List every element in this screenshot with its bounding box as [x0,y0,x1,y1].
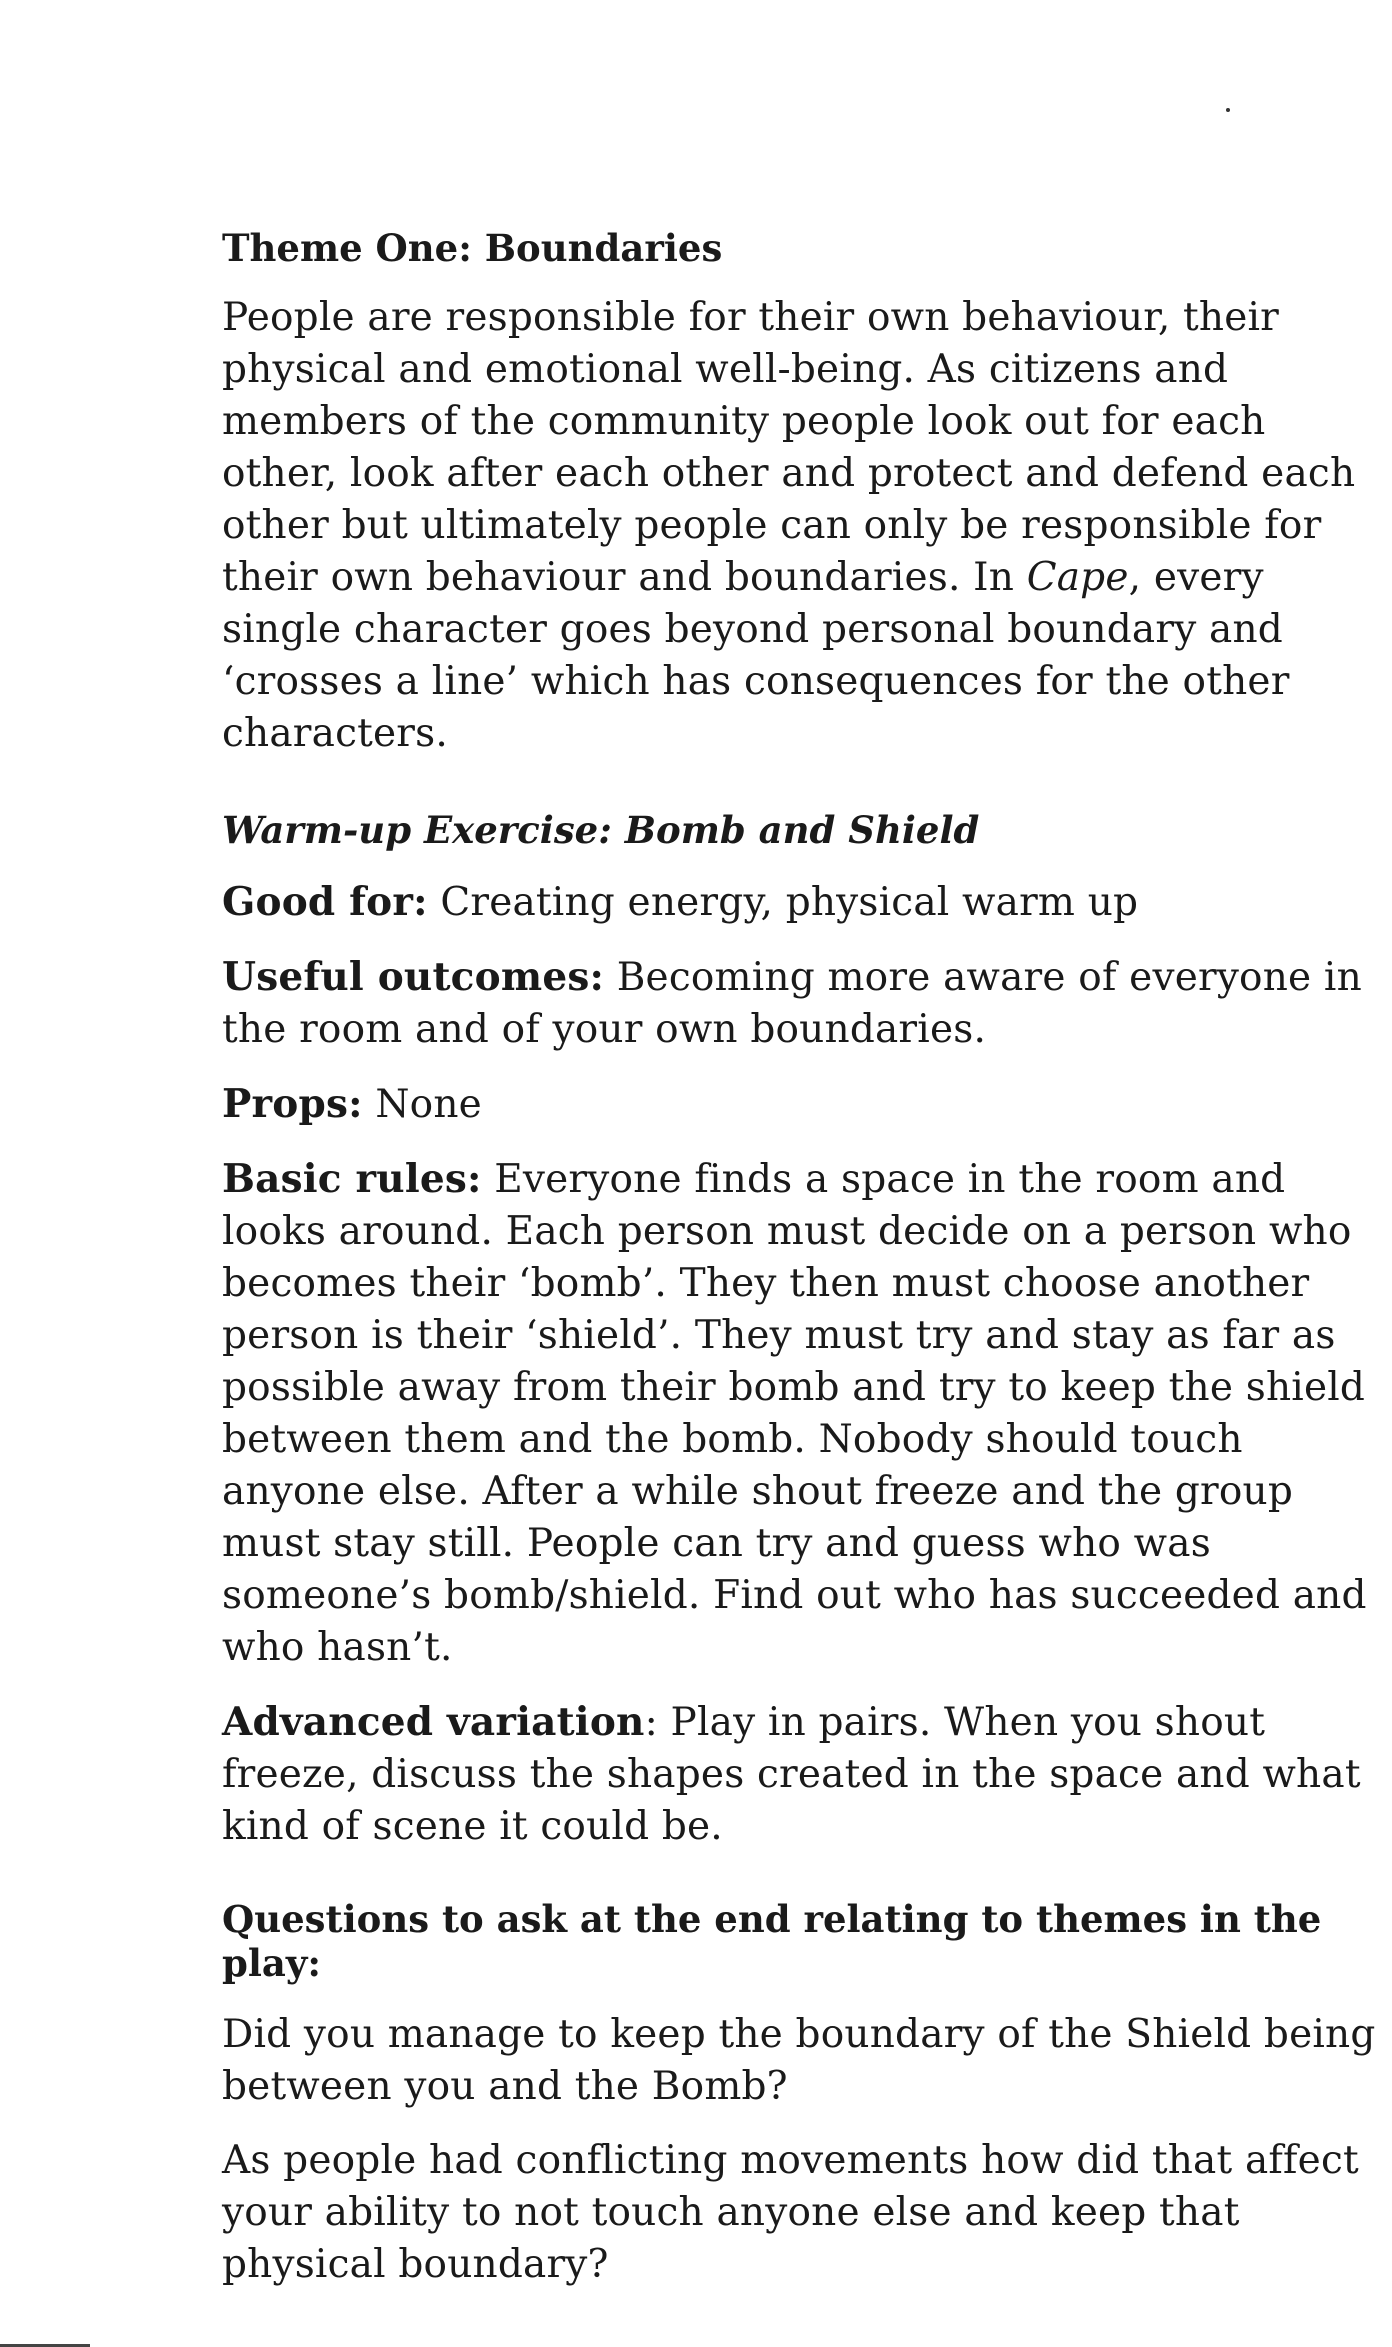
questions-heading: Questions to ask at the end relating to themes in the play: [222,1897,1322,1986]
useful-outcomes-text: Becoming more aware of everyone in the room and of your own boundaries. [222,955,1362,1053]
advanced-variation-text: : Play in pairs. When you shout freeze, discuss the shapes created in the space and what kind of scene it could be. [222,1700,1361,1850]
props-paragraph [222,1078,1382,1131]
props-label: Props: [222,1081,363,1128]
useful-outcomes-label: Useful outcomes: [222,954,605,1001]
advanced-variation-label: Advanced variation [222,1699,645,1746]
intro-paragraph [222,292,1382,760]
question-2: As people had conflicting movements how did that affect your ability to not touch anyone else and keep that physical boundary? [222,2138,1359,2288]
intro-text-before: People are responsible for their own behaviour, their physical and emotional well-being. As citizens and members of the community people look out for each other, look after each other and protect and defend each other but ultimately people can only be responsible for their own behaviour and boundaries. In [222,295,1356,601]
speck-mark [1226,108,1230,112]
page-content [222,226,1382,2313]
good-for-label: Good for: [222,879,428,926]
exercise-prefix: Warm-up Exercise: [222,808,625,853]
good-for-text: Creating energy, physical warm up [427,880,1139,926]
intro-text-after: , every single character goes beyond personal boundary and ‘crosses a line’ which has consequences for the other characters. [222,555,1290,757]
props-text: None [362,1082,482,1128]
advanced-variation-paragraph [222,1696,1382,1853]
question-1: Did you manage to keep the boundary of the Shield being between you and the Bomb? [222,2012,1376,2110]
useful-outcomes-paragraph [222,951,1382,1056]
basic-rules-paragraph [222,1153,1382,1674]
good-for-paragraph [222,876,1382,929]
exercise-title [222,808,1382,852]
theme-heading: Theme One: Boundaries [222,226,723,270]
exercise-name: Bomb and Shield [624,808,980,853]
intro-play-title: Cape [1026,555,1129,601]
basic-rules-label: Basic rules: [222,1156,482,1203]
basic-rules-text: Everyone finds a space in the room and looks around. Each person must decide on a person who becomes their ‘bomb’. They then must choose another person is their ‘shield’. They must try and stay as far as possible away from their bomb and try to keep the shield between them and the bomb. Nobody should touch anyone else. After a while shout freeze and the group must stay still. People can try and guess who was someone’s bomb/shield. Find out who has succeeded and who hasn’t. [222,1157,1367,1671]
